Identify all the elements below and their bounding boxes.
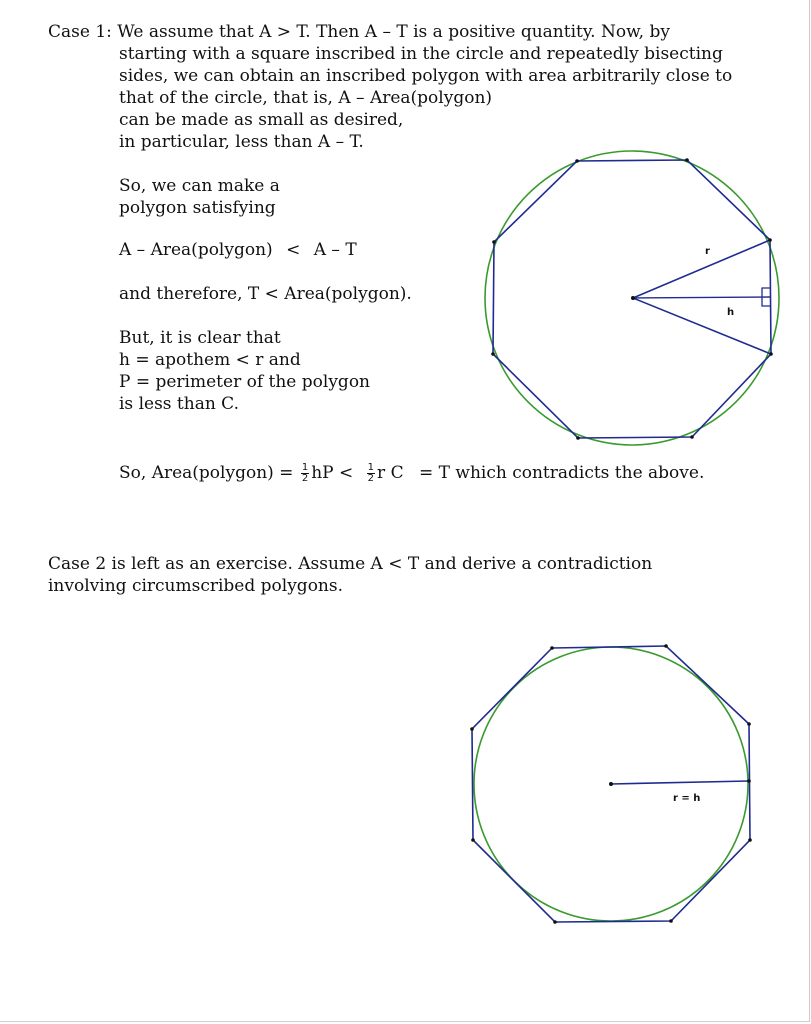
clear-line3: P = perimeter of the polygon: [119, 372, 370, 392]
equation-suffix: = T which contradicts the above.: [419, 463, 705, 483]
center-point: [631, 296, 635, 300]
center-point-2: [609, 782, 613, 786]
equation-hp: hP <: [311, 463, 354, 483]
vertex-point: [768, 238, 772, 242]
vertex-point: [748, 838, 752, 842]
vertex-point: [470, 727, 474, 731]
fraction-one-half-2: $\frac{1}{2}$: [367, 462, 375, 484]
vertex-point: [664, 644, 668, 648]
clear-line2: h = apothem < r and: [119, 350, 301, 370]
inscribed-figure: [485, 151, 779, 445]
vertex-point: [769, 352, 773, 356]
fraction-one-half: $\frac{1}{2}$: [301, 462, 309, 484]
label-r-equals-h: r = h: [673, 793, 701, 804]
radius-line: [633, 240, 770, 298]
vertex-point: [550, 646, 554, 650]
case1-line6: in particular, less than A – T.: [119, 132, 364, 152]
case1-line2: starting with a square inscribed in the circle and repeatedly bisecting: [119, 44, 723, 64]
circumscribed-figure: [470, 644, 752, 924]
vertex-point: [575, 159, 579, 163]
vertex-point: [471, 838, 475, 842]
vertex-point: [747, 722, 751, 726]
case1-line7: So, we can make a: [119, 176, 280, 196]
clear-line1: But, it is clear that: [119, 328, 281, 348]
vertex-point: [669, 919, 673, 923]
right-angle-mark-2: [762, 297, 771, 306]
vertex-point: [553, 920, 557, 924]
tangent-point: [747, 779, 751, 783]
equation-rc: r C: [377, 463, 404, 483]
case1-line1: Case 1: We assume that A > T. Then A – T is a positive quantity. Now, by: [48, 22, 670, 42]
therefore-line: and therefore, T < Area(polygon).: [119, 284, 412, 304]
inequality-relation: <: [286, 240, 301, 260]
radius-apothem-line: [611, 781, 749, 784]
case1-line5: can be made as small as desired,: [119, 110, 404, 130]
radius-line-2: [633, 298, 771, 354]
vertex-point: [491, 352, 495, 356]
apothem-line: [633, 297, 771, 298]
case1-line4: that of the circle, that is, A – Area(polygon): [119, 88, 493, 108]
vertex-point: [690, 435, 694, 439]
inequality-right: A – T: [313, 240, 357, 260]
case1-line8: polygon satisfying: [119, 198, 276, 218]
case2-line2: involving circumscribed polygons.: [48, 576, 344, 596]
inequality-left: A – Area(polygon): [119, 240, 273, 260]
label-r: r: [705, 246, 710, 257]
vertex-point: [685, 158, 689, 162]
vertex-point: [492, 240, 496, 244]
case2-line1: Case 2 is left as an exercise. Assume A < T and derive a contradiction: [48, 554, 653, 574]
case1-line3: sides, we can obtain an inscribed polygon with area arbitrarily close to: [119, 66, 733, 86]
vertex-point: [576, 436, 580, 440]
equation-prefix: So, Area(polygon) =: [119, 463, 294, 483]
clear-line4: is less than C.: [119, 394, 239, 414]
label-h: h: [727, 307, 735, 318]
